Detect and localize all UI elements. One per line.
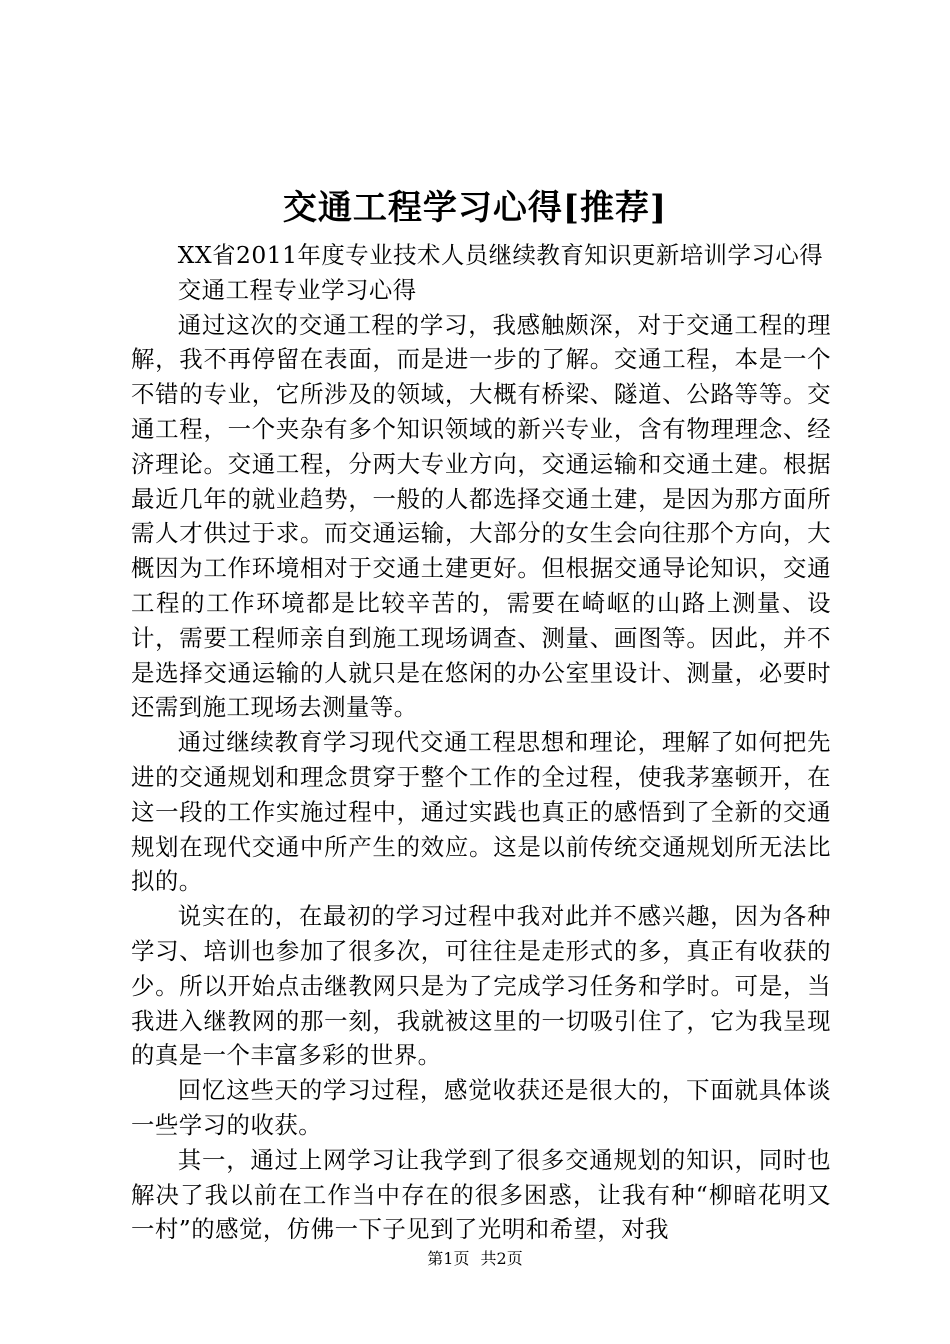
- page-total: 共2页: [480, 1249, 523, 1268]
- paragraph-body-5: 其一，通过上网学习让我学到了很多交通规划的知识，同时也解决了我以前在工作当中存在的很多困惑，让我有种“柳暗花明又一村”的感觉，仿佛一下子见到了光明和希望，对我: [131, 1145, 831, 1244]
- paragraph-body-1: 通过这次的交通工程的学习，我感触颇深，对于交通工程的理解，我不再停留在表面，而是进一步的了解。交通工程，本是一个不错的专业，它所涉及的领域，大概有桥梁、隧道、公路等等。交通工程，一个夹杂有多个知识领域的新兴专业，含有物理理念、经济理论。交通工程，分两大专业方向，交通运输和交通土建。根据最近几年的就业趋势，一般的人都选择交通土建，是因为那方面所需人才供过于求。而交通运输，大部分的女生会向往那个方向，大概因为工作环境相对于交通土建更好。但根据交通导论知识，交通工程的工作环境都是比较辛苦的，需要在崎岖的山路上测量、设计，需要工程师亲自到施工现场调查、测量、画图等。因此，并不是选择交通运输的人就只是在悠闲的办公室里设计、测量，必要时还需到施工现场去测量等。: [131, 310, 831, 722]
- paragraph-training-heading: XX省2011年度专业技术人员继续教育知识更新培训学习心得: [177, 241, 824, 269]
- document-title: 交通工程学习心得[推荐]: [282, 188, 668, 228]
- page-footer: [0, 1248, 950, 1270]
- paragraph-body-4: 回忆这些天的学习过程，感觉收获还是很大的，下面就具体谈一些学习的收获。: [131, 1076, 831, 1139]
- paragraph-body-2: 通过继续教育学习现代交通工程思想和理论，理解了如何把先进的交通规划和理念贯穿于整个工作的全过程，使我茅塞顿开，在这一段的工作实施过程中，通过实践也真正的感悟到了全新的交通规划在现代交通中所产生的效应。这是以前传统交通规划所无法比拟的。: [131, 728, 831, 896]
- paragraph-subtitle: 交通工程专业学习心得: [177, 275, 417, 304]
- page-number: 第1页: [427, 1249, 470, 1268]
- document-body: [131, 238, 831, 1247]
- paragraph-body-3: 说实在的，在最初的学习过程中我对此并不感兴趣，因为各种学习、培训也参加了很多次，可往往是走形式的多，真正有收获的少。所以开始点击继教网只是为了完成学习任务和学时。可是，当我进入继教网的那一刻，我就被这里的一切吸引住了，它为我呈现的真是一个丰富多彩的世界。: [131, 902, 831, 1070]
